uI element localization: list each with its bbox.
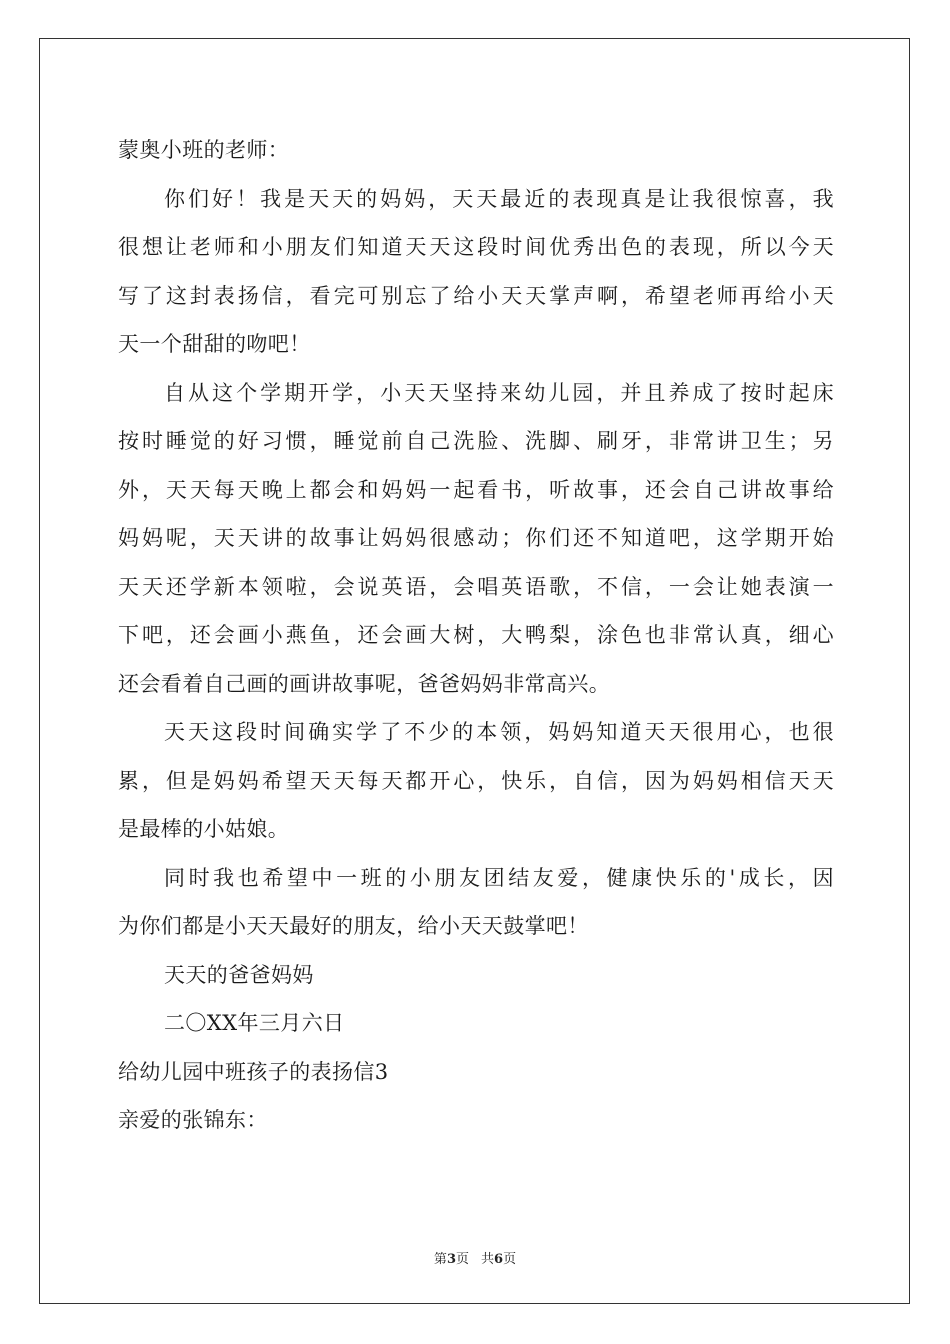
paragraph-line: 为你们都是小天天最好的朋友，给小天天鼓掌吧！ <box>118 914 589 938</box>
paragraph-line: 很想让老师和小朋友们知道天天这段时间优秀出色的表现，所以今天 <box>118 235 834 259</box>
page-footer <box>0 1248 950 1267</box>
section-heading: 给幼儿园中班孩子的表扬信3 <box>118 1059 389 1084</box>
signature: 天天的爸爸妈妈 <box>164 962 314 987</box>
page-prefix: 第 <box>433 1252 447 1267</box>
paragraph-line: 自从这个学期开学，小天天坚持来幼儿园，并且养成了按时起床 <box>164 380 834 405</box>
salutation: 蒙奥小班的老师： <box>118 138 290 162</box>
page-total: 6 <box>494 1252 504 1267</box>
paragraph-line: 妈妈呢，天天讲的故事让妈妈很感动；你们还不知道吧，这学期开始 <box>118 526 834 550</box>
total-suffix: 页 <box>503 1252 517 1267</box>
date: 二〇XX年三月六日 <box>164 1011 345 1035</box>
paragraph-line: 外，天天每天晚上都会和妈妈一起看书，听故事，还会自己讲故事给 <box>118 477 834 502</box>
paragraph-line: 你们好！我是天天的妈妈，天天最近的表现真是让我很惊喜，我 <box>164 186 834 211</box>
paragraph-line: 是最棒的小姑娘。 <box>118 817 290 841</box>
page-current: 3 <box>446 1252 456 1267</box>
total-prefix: 共 <box>481 1252 495 1267</box>
paragraph-line: 写了这封表扬信，看完可别忘了给小天天掌声啊，希望老师再给小天 <box>118 283 834 308</box>
paragraph-line: 还会看着自己画的画讲故事呢，爸爸妈妈非常高兴。 <box>118 671 611 696</box>
paragraph-line: 下吧，还会画小燕鱼，还会画大树，大鸭梨，涂色也非常认真，细心 <box>118 623 834 647</box>
paragraph-line: 按时睡觉的好习惯，睡觉前自己洗脸、洗脚、刷牙，非常讲卫生；另 <box>118 429 834 453</box>
letter-body <box>118 126 834 1145</box>
paragraph-line: 天天这段时间确实学了不少的本领，妈妈知道天天很用心，也很 <box>164 720 834 744</box>
page-suffix: 页 <box>455 1252 469 1267</box>
salutation: 亲爱的张锦东： <box>118 1108 268 1132</box>
paragraph-line: 天一个甜甜的吻吧！ <box>118 332 311 356</box>
paragraph-line: 累，但是妈妈希望天天每天都开心，快乐，自信，因为妈妈相信天天 <box>118 768 834 793</box>
paragraph-line: 同时我也希望中一班的小朋友团结友爱，健康快乐的'成长，因 <box>164 865 834 890</box>
paragraph-line: 天天还学新本领啦，会说英语，会唱英语歌，不信，一会让她表演一 <box>118 574 834 599</box>
